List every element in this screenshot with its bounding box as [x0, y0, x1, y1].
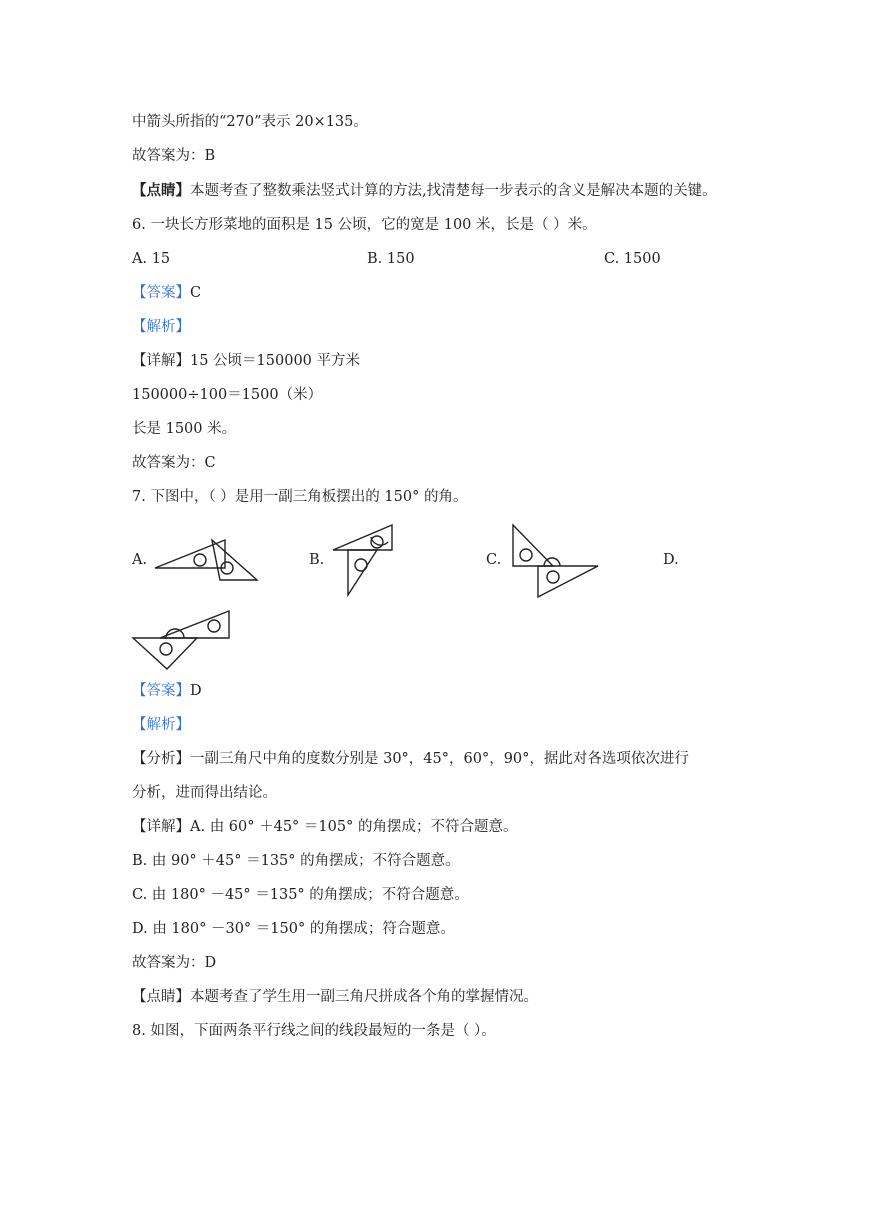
detail-tag: 【详解】 — [132, 819, 190, 835]
analysis-text: 一副三角尺中角的度数分别是 30°，45°，60°，90°，据此对各选项依次进行 — [190, 751, 689, 767]
q7-option-a: A. — [132, 552, 148, 568]
final-answer-6: 故答案为：C — [132, 455, 216, 471]
final-answer-7: 故答案为：D — [132, 955, 217, 971]
note-7 — [132, 987, 538, 1007]
q6-option-a: A. 15 — [132, 251, 171, 267]
detail-7-d: D. 由 180° －30° ＝150° 的角摆成；符合题意。 — [132, 921, 455, 937]
answer-7 — [132, 681, 202, 701]
note-tag: 【点睛】 — [132, 182, 190, 199]
detail-7-c: C. 由 180° －45° ＝135° 的角摆成；不符合题意。 — [132, 887, 469, 903]
answer-line: 故答案为：B — [132, 148, 216, 164]
text-line: 中箭头所指的“270”表示 20×135。 — [132, 114, 368, 130]
analysis-7 — [132, 749, 689, 769]
detail-7-a — [132, 817, 517, 837]
q7-option-b: B. — [309, 552, 325, 568]
answer-tag: 【答案】 — [132, 285, 190, 301]
triangle-pair-c-figure — [508, 522, 602, 600]
question-6: 6. 一块长方形菜地的面积是 15 公顷，它的宽是 100 米，长是（ ）米。 — [132, 217, 597, 233]
detail-text: A. 由 60° ＋45° ＝105° 的角摆成；不符合题意。 — [190, 819, 518, 835]
answer-value: C — [190, 285, 202, 301]
note-text: 本题考查了学生用一副三角尺拼成各个角的掌握情况。 — [190, 989, 538, 1005]
answer-6 — [132, 283, 201, 303]
analysis-tag-7: 【解析】 — [132, 717, 190, 733]
answer-value: D — [190, 683, 202, 699]
triangle-pair-d-figure — [130, 608, 234, 672]
q6-option-c: C. 1500 — [604, 251, 661, 267]
answer-tag: 【答案】 — [132, 683, 190, 699]
detail-7-b: B. 由 90° ＋45° ＝135° 的角摆成；不符合题意。 — [132, 853, 460, 869]
detail-text: 15 公顷＝150000 平方米 — [190, 353, 361, 369]
analysis-tag: 【分析】 — [132, 751, 190, 767]
result-6: 长是 1500 米。 — [132, 421, 237, 437]
analysis-tag-6: 【解析】 — [132, 319, 190, 335]
note-tag: 【点睛】 — [132, 989, 190, 1005]
triangle-pair-b-figure — [330, 522, 396, 598]
triangle-pair-a-figure — [150, 528, 260, 584]
question-8: 8. 如图，下面两条平行线之间的线段最短的一条是（ ）。 — [132, 1023, 496, 1039]
q6-option-b: B. 150 — [367, 251, 415, 267]
q7-option-c: C. — [486, 552, 502, 568]
note-text: 本题考查了整数乘法竖式计算的方法,找清楚每一步表示的含义是解决本题的关键。 — [190, 183, 717, 199]
question-7: 7. 下图中，（ ）是用一副三角板摆出的 150° 的角。 — [132, 489, 468, 505]
detail-tag: 【详解】 — [132, 353, 190, 369]
calc-6: 150000÷100＝1500（米） — [132, 387, 323, 403]
note-line — [132, 181, 717, 201]
analysis-cont-7: 分析，进而得出结论。 — [132, 785, 277, 801]
q7-option-d: D. — [663, 552, 679, 568]
detail-6 — [132, 351, 360, 371]
